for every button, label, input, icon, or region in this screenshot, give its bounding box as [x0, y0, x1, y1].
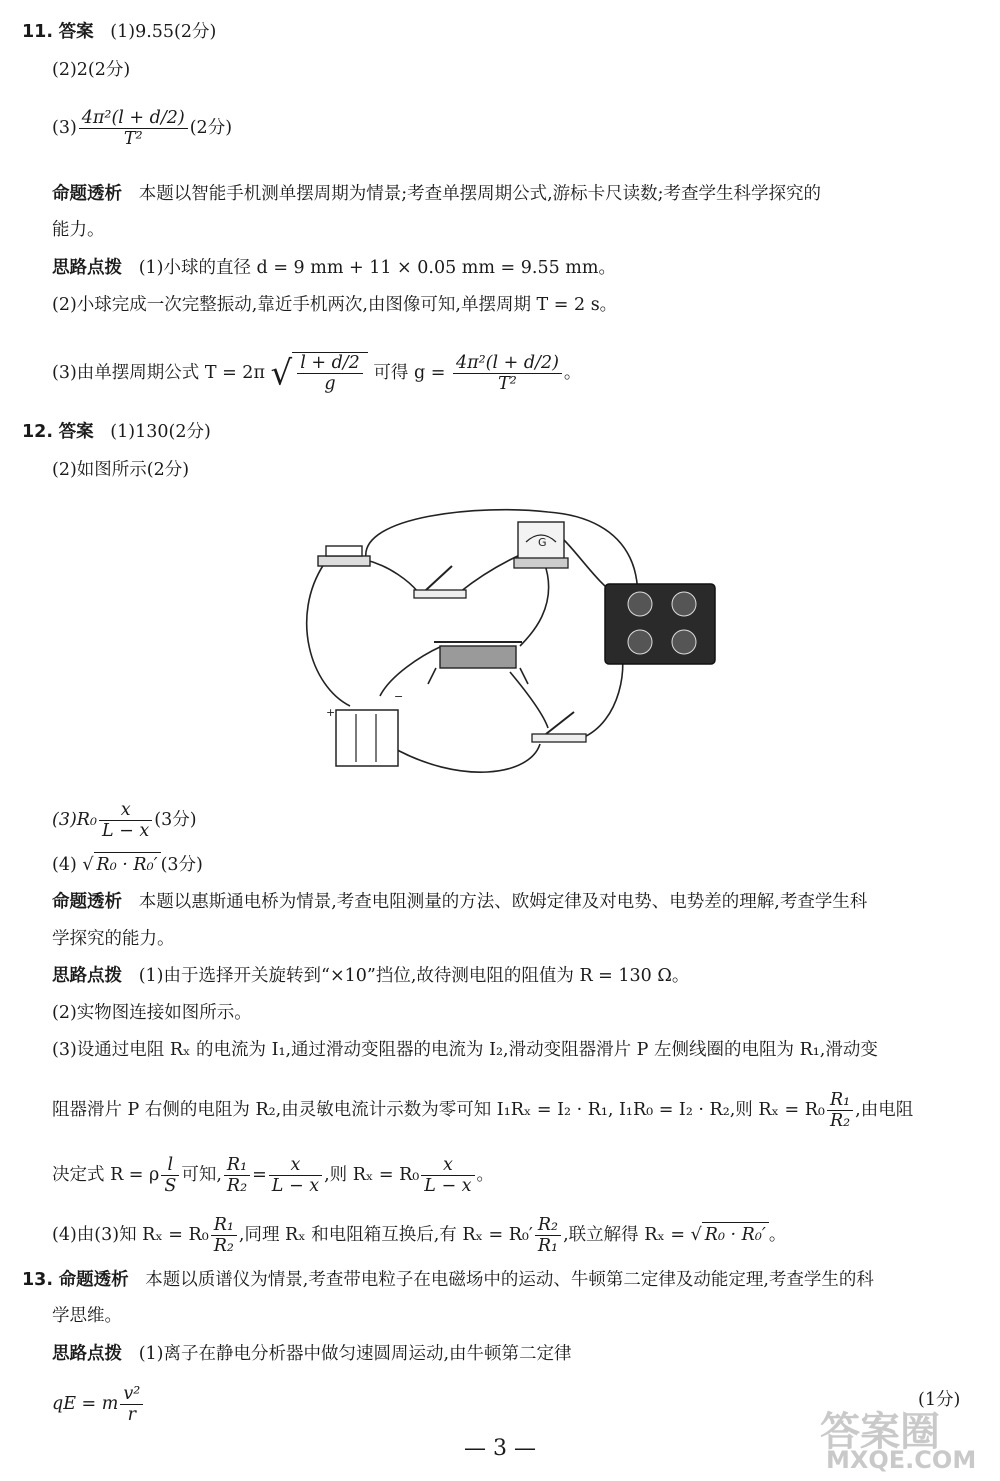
resistor-component — [318, 546, 370, 566]
q11-idea-3-sqrt — [292, 352, 368, 394]
q11-answer-3-fraction — [79, 108, 188, 149]
q12-answer-3-fraction — [99, 800, 152, 841]
q11-idea-3-text-c: 。 — [563, 363, 582, 383]
q12-answer-2: (2)如图所示(2分) — [52, 460, 190, 480]
q11-analysis-label: 命题透析 — [52, 184, 122, 204]
resistance-box — [605, 584, 715, 664]
watermark-url: MXQE.COM — [826, 1446, 977, 1474]
q12-idea-3-line-3-text-d: ,则 Rₓ = R₀ — [324, 1165, 420, 1185]
q13-equation-denominator: r — [127, 1405, 137, 1425]
q12-idea-4-fraction-2 — [535, 1215, 561, 1256]
q11-idea-3-sqrt-denominator: g — [324, 374, 336, 394]
q12-answer-1: (1)130(2分) — [110, 422, 211, 442]
q11-number: 11. — [22, 22, 54, 42]
q12-idea-4-text-b: ,同理 Rₓ 和电阻箱互换后,有 Rₓ = R₀′ — [238, 1225, 533, 1245]
q11-idea-label: 思路点拨 — [52, 258, 122, 278]
sqrt-sign: √ — [82, 855, 94, 875]
q11-analysis-line — [52, 182, 821, 206]
q12-answer-3-prefix: (3)R₀ — [52, 810, 97, 830]
q12-idea-3-line-3-fraction-1-denominator: S — [164, 1176, 177, 1196]
q11-idea-1: (1)小球的直径 d = 9 mm + 11 × 0.05 mm = 9.55 mm。 — [138, 258, 616, 278]
q13-equation-fraction — [120, 1384, 143, 1425]
q12-idea-3-line-3-fraction-4 — [421, 1155, 474, 1196]
q12-idea-4-fraction-2-denominator: R₁ — [537, 1236, 559, 1256]
rheostat — [428, 642, 528, 684]
q12-idea-3-line-3-fraction-1 — [161, 1155, 179, 1196]
q13-equation-numerator: v² — [120, 1384, 143, 1405]
wire-top-loop — [366, 510, 638, 664]
q11-answer-line — [22, 20, 216, 44]
q12-answer-4-prefix: (4) — [52, 855, 77, 875]
q11-idea-3-denominator: T² — [498, 374, 517, 394]
wire-rheostat-battery — [380, 646, 442, 696]
galvanometer — [514, 522, 568, 568]
q12-answer-3-denominator: L − x — [101, 821, 150, 841]
q12-idea-3-line-2-denominator: R₂ — [829, 1111, 851, 1131]
q12-answer-4-suffix: (3分) — [160, 855, 203, 875]
q12-idea-3-line-3-text-c: = — [252, 1165, 267, 1185]
q12-idea-4-text-a: (4)由(3)知 Rₓ = R₀ — [52, 1225, 209, 1245]
page-number: — 3 — — [464, 1436, 536, 1461]
q12-idea-3-line-3-fraction-1-numerator: l — [161, 1155, 179, 1176]
q13-idea-1: (1)离子在静电分析器中做匀速圆周运动,由牛顿第二定律 — [138, 1344, 572, 1364]
q12-answer-label: 答案 — [58, 422, 94, 442]
q12-analysis-label: 命题透析 — [52, 892, 122, 912]
q12-idea-4-fraction-1-denominator: R₂ — [213, 1236, 234, 1256]
q11-idea-3-text-a: (3)由单摆周期公式 T = 2π — [52, 363, 265, 383]
q11-idea-2: (2)小球完成一次完整振动,靠近手机两次,由图像可知,单摆周期 T = 2 s。 — [52, 295, 618, 315]
q11-idea-3-numerator: 4π²(l + d/2) — [453, 353, 562, 374]
wire-battery-switch2 — [390, 744, 540, 772]
q12-answer-3-numerator: x — [99, 800, 152, 821]
q12-idea-4-text-c: ,联立解得 Rₓ = — [563, 1225, 686, 1245]
q12-idea-line — [52, 964, 689, 988]
q11-idea-3-sqrt-numerator: l + d/2 — [297, 353, 363, 374]
switch-1 — [414, 566, 466, 598]
q12-idea-3-line-2-numerator: R₁ — [827, 1090, 853, 1111]
battery-plus: + — [326, 706, 336, 719]
q11-analysis-text: 本题以智能手机测单摆周期为情景;考查单摆周期公式,游标卡尺读数;考查学生科学探究的 — [138, 184, 822, 204]
battery-minus: − — [394, 690, 404, 703]
q12-answer-line — [22, 420, 211, 444]
q13-idea-label: 思路点拨 — [52, 1344, 122, 1364]
q11-analysis-text-2: 能力。 — [52, 220, 105, 240]
q12-idea-3-line-3-fraction-2-denominator: R₂ — [226, 1176, 248, 1196]
q12-answer-3-suffix: (3分) — [154, 810, 197, 830]
q12-idea-3-line-3-text-e: 。 — [476, 1165, 495, 1185]
q12-idea-3-line-3-fraction-4-denominator: L − x — [424, 1176, 472, 1196]
q11-answer-1: (1)9.55(2分) — [110, 22, 217, 42]
q11-answer-label: 答案 — [58, 22, 94, 42]
q11-answer-3-denominator: T² — [123, 129, 143, 149]
q12-idea-4-fraction-1 — [211, 1215, 237, 1256]
q12-idea-4-fraction-2-numerator: R₂ — [535, 1215, 561, 1236]
q13-analysis-text: 本题以质谱仪为情景,考查带电粒子在电磁场中的运动、牛顿第二定律及动能定理,考查学生的科 — [145, 1270, 874, 1290]
q12-idea-3-line-3-fraction-4-numerator: x — [421, 1155, 474, 1176]
q12-idea-3-line-3-fraction-3 — [269, 1155, 322, 1196]
q12-idea-4 — [52, 1215, 786, 1256]
q13-number: 13. — [22, 1270, 54, 1290]
watermark-logo: 答案圈 — [820, 1409, 940, 1455]
sqrt-sign: √ — [690, 1225, 702, 1245]
q13-analysis-label: 命题透析 — [58, 1270, 129, 1290]
q12-idea-4-text-d: 。 — [768, 1225, 787, 1245]
wire-g-rheostat — [520, 562, 549, 646]
q12-idea-3-line-2 — [52, 1090, 913, 1131]
wire-rheostat-switch2 — [510, 672, 548, 728]
q13-analysis-text-2: 学思维。 — [52, 1306, 122, 1326]
wire-switch1-g — [460, 554, 522, 592]
q12-idea-1: (1)由于选择开关旋转到“×10”挡位,故待测电阻的阻值为 R = 130 Ω。 — [138, 966, 690, 986]
q12-answer-4-sqrt: R₀ · R₀′ — [94, 852, 161, 877]
wire-switch1-left — [366, 560, 418, 592]
q12-idea-3-line-3-fraction-3-numerator: x — [269, 1155, 322, 1176]
sqrt-sign: √ — [270, 353, 293, 394]
q12-idea-3-line-3-fraction-2-numerator: R₁ — [224, 1155, 250, 1176]
galvanometer-label: G — [538, 536, 547, 549]
q12-idea-3-line-2-text-a: 阻器滑片 P 右侧的电阻为 R₂,由灵敏电流计示数为零可知 I₁Rₓ = I₂ · R₁, I₁R₀ = I₂ · R₂,则 Rₓ = R₀ — [52, 1100, 825, 1120]
circuit-diagram — [300, 496, 730, 786]
q13-analysis-line — [22, 1268, 874, 1292]
q11-answer-3-prefix: (3) — [52, 118, 77, 138]
q11-idea-3-sqrt-fraction — [297, 353, 363, 394]
q12-idea-3-line-3 — [52, 1155, 494, 1196]
q11-answer-3-suffix: (2分) — [189, 118, 233, 138]
battery — [326, 690, 403, 766]
q12-idea-3-line-2-text-b: ,由电阻 — [855, 1100, 914, 1120]
q13-idea-line — [52, 1342, 572, 1366]
q12-analysis-text: 本题以惠斯通电桥为情景,考查电阻测量的方法、欧姆定律及对电势、电势差的理解,考查学生科 — [138, 892, 868, 912]
switch-2 — [532, 712, 586, 742]
q12-idea-2: (2)实物图连接如图所示。 — [52, 1003, 252, 1023]
q11-idea-3 — [52, 352, 581, 394]
q13-score: (1分) — [918, 1390, 961, 1410]
q11-idea-3-fraction — [453, 353, 562, 394]
q12-idea-3-line-3-fraction-3-denominator: L − x — [271, 1176, 320, 1196]
q13-equation — [52, 1384, 145, 1425]
q11-answer-3-numerator: 4π²(l + d/2) — [79, 108, 188, 129]
q12-answer-3 — [52, 800, 197, 841]
q12-answer-4 — [52, 852, 203, 877]
q12-idea-3-line-3-text-a: 决定式 R = ρ — [52, 1165, 160, 1185]
q11-idea-line — [52, 256, 616, 280]
q11-answer-3 — [52, 108, 232, 149]
q12-idea-3-line-3-text-b: 可知, — [181, 1165, 222, 1185]
q12-analysis-text-2: 学探究的能力。 — [52, 929, 175, 949]
q12-idea-4-fraction-1-numerator: R₁ — [211, 1215, 237, 1236]
q12-idea-3-line-1: (3)设通过电阻 Rₓ 的电流为 I₁,通过滑动变阻器的电流为 I₂,滑动变阻器滑片 P 左侧线圈的电阻为 R₁,滑动变 — [52, 1040, 878, 1060]
q12-analysis-line — [52, 890, 867, 914]
q12-idea-4-sqrt: R₀ · R₀′ — [702, 1222, 769, 1247]
q11-answer-2: (2)2(2分) — [52, 60, 131, 80]
q12-idea-3-line-3-fraction-2 — [224, 1155, 250, 1196]
q12-idea-3-line-2-fraction — [827, 1090, 853, 1131]
q12-idea-label: 思路点拨 — [52, 966, 122, 986]
q13-equation-left: qE = m — [52, 1394, 119, 1414]
wire-left — [307, 564, 350, 706]
q11-idea-3-text-b: 可得 g = — [373, 363, 446, 383]
q12-number: 12. — [22, 422, 54, 442]
